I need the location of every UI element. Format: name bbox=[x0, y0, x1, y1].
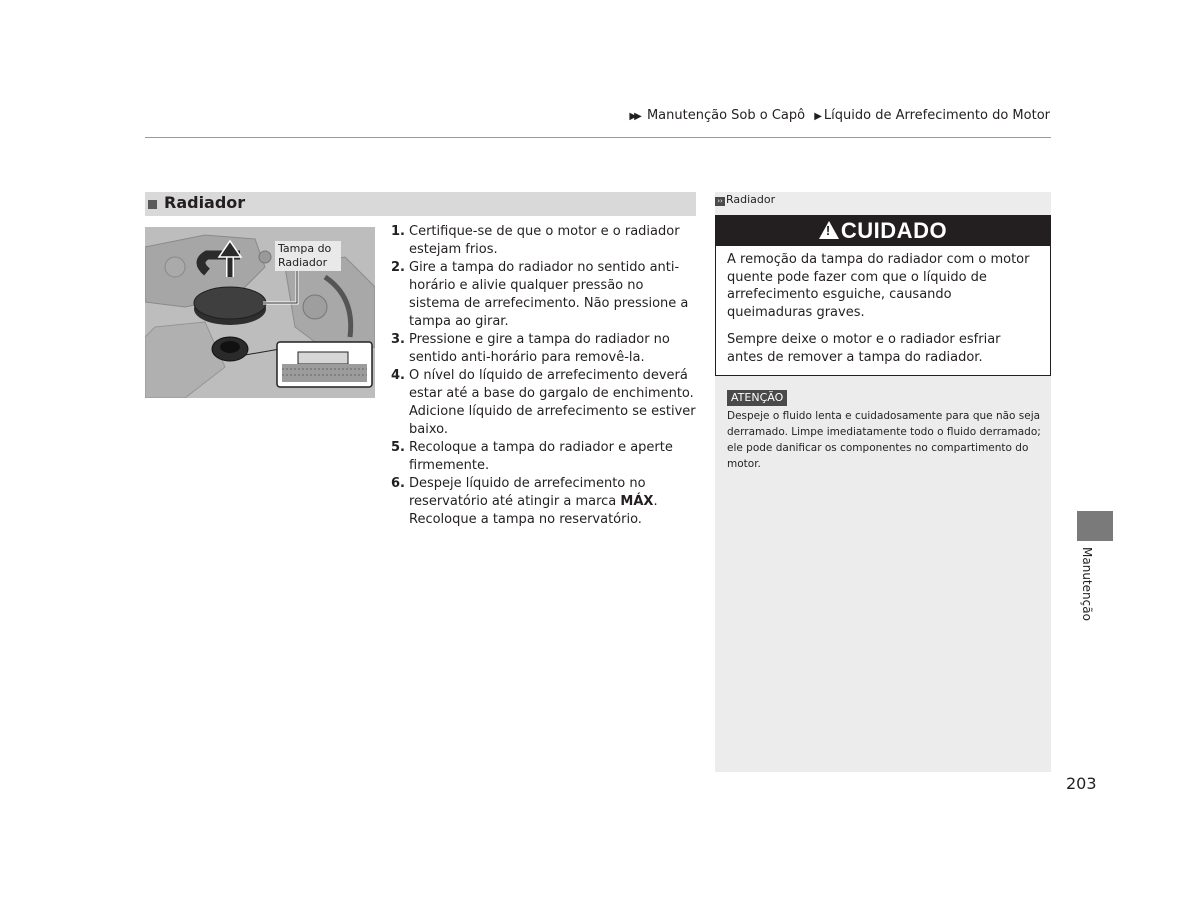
caution-body bbox=[716, 246, 1050, 366]
step-text: Pressione e gire a tampa do radiador no sentido anti-horário para removê-la. bbox=[409, 332, 670, 365]
step-number: 4. bbox=[391, 368, 405, 383]
step-number: 6. bbox=[391, 476, 405, 491]
step-number: 2. bbox=[391, 260, 405, 275]
header-rule bbox=[145, 137, 1051, 138]
figure-label-line-2: Radiador bbox=[278, 256, 328, 269]
breadcrumb-part-2: Líquido de Arrefecimento do Motor bbox=[823, 108, 1050, 123]
step-5 bbox=[391, 439, 696, 475]
chapter-tab bbox=[1077, 511, 1113, 541]
sidebar-notes bbox=[715, 192, 1051, 772]
step-number: 3. bbox=[391, 332, 405, 347]
step-number: 1. bbox=[391, 224, 405, 239]
breadcrumb-part-1: Manutenção Sob o Capô bbox=[646, 108, 806, 123]
step-text-after: . Recoloque a tampa no reservatório. bbox=[409, 494, 658, 527]
step-1 bbox=[391, 223, 696, 259]
caution-title: CUIDADO bbox=[840, 218, 948, 243]
caution-box bbox=[715, 215, 1051, 376]
notice-badge: ATENÇÃO bbox=[727, 390, 787, 406]
section-square-icon bbox=[148, 200, 157, 209]
sidebar-reference-text: Radiador bbox=[726, 193, 776, 206]
step-text-before: Despeje líquido de arrefecimento no reservatório até atingir a marca bbox=[409, 476, 646, 509]
breadcrumb bbox=[629, 108, 1050, 123]
caution-paragraph-2: Sempre deixe o motor e o radiador esfriar antes de remover a tampa do radiador. bbox=[727, 332, 1001, 365]
step-text-bold: MÁX bbox=[620, 494, 654, 509]
step-text: O nível do líquido de arrefecimento deverá estar até a base do gargalo de enchimento. Adicione líquido de arrefecimento se estiver baixo. bbox=[409, 368, 696, 437]
radiator-cap-illustration bbox=[145, 227, 375, 398]
procedure-steps bbox=[391, 223, 696, 529]
chapter-tab-label: Manutenção bbox=[1080, 547, 1094, 621]
step-6 bbox=[391, 475, 696, 529]
caution-paragraph-1: A remoção da tampa do radiador com o motor quente pode fazer com que o líquido de arrefecimento esguiche, causando queimaduras graves. bbox=[727, 252, 1030, 320]
sidebar-reference bbox=[715, 192, 775, 207]
double-triangle-icon: ▶▶ bbox=[629, 111, 639, 122]
step-text: Certifique-se de que o motor e o radiador estejam frios. bbox=[409, 224, 680, 257]
figure-label-line-1: Tampa do bbox=[278, 242, 332, 255]
step-4 bbox=[391, 367, 696, 439]
step-number: 5. bbox=[391, 440, 405, 455]
figure-label bbox=[275, 241, 341, 271]
step-3 bbox=[391, 331, 696, 367]
caution-header bbox=[716, 216, 1050, 246]
notice-text: Despeje o fluido lenta e cuidadosamente para que não seja derramado. Limpe imediatamente todo o fluido derramado; ele pode danificar os componentes no compartimento do motor. bbox=[727, 410, 1041, 470]
warning-triangle-icon bbox=[819, 221, 839, 239]
step-2 bbox=[391, 259, 696, 331]
section-title: Radiador bbox=[164, 193, 246, 212]
triangle-icon: ▶ bbox=[814, 111, 822, 122]
section-header bbox=[145, 192, 696, 216]
page-number: 203 bbox=[1066, 774, 1097, 793]
step-text: Recoloque a tampa do radiador e aperte firmemente. bbox=[409, 440, 673, 473]
step-text: Gire a tampa do radiador no sentido anti-horário e alivie qualquer pressão no sistema de arrefecimento. Não pressione a tampa ao girar. bbox=[409, 260, 689, 329]
reference-icon: ›› bbox=[715, 197, 725, 206]
